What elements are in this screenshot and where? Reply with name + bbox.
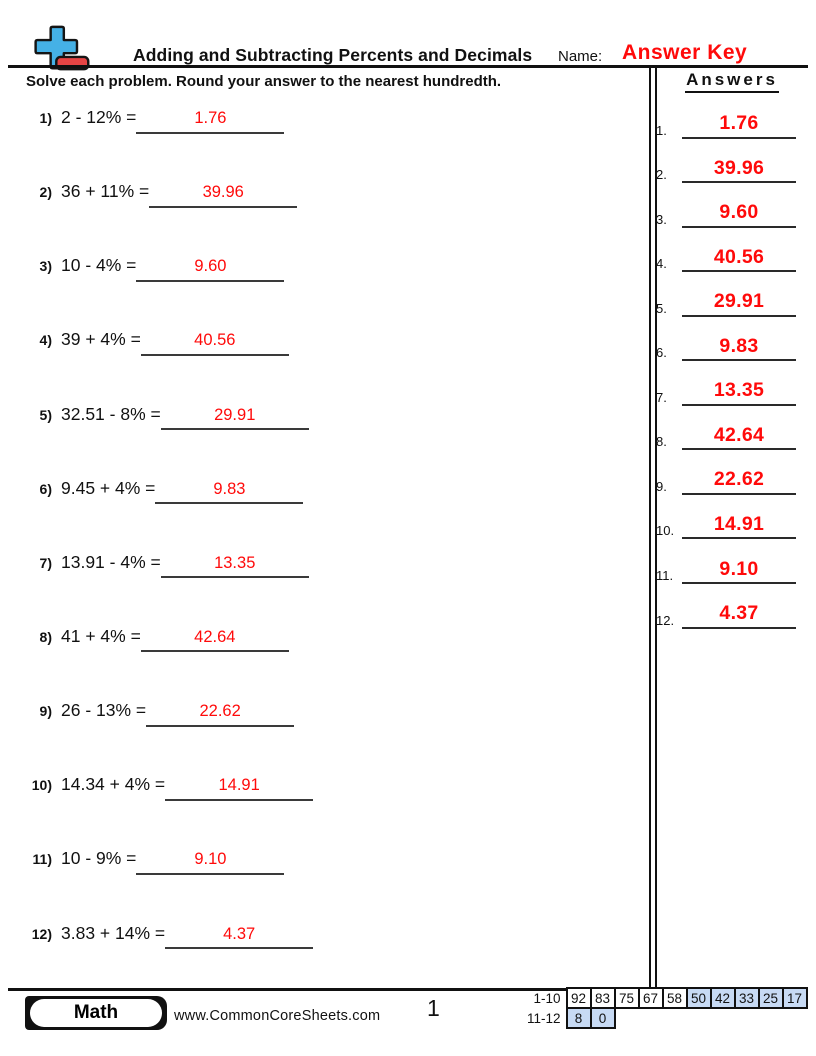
problem-row (22, 923, 452, 997)
problem-answer: 40.56 (141, 332, 289, 356)
subject-badge (25, 996, 167, 1030)
answer-row (656, 361, 808, 406)
answer-key-label: Answer Key (622, 41, 748, 64)
problem-answer: 39.96 (149, 184, 297, 208)
answer-number: 11. (656, 568, 674, 584)
problem-expression: 10 - 4% = (61, 255, 137, 276)
problem-answer: 4.37 (165, 926, 313, 950)
problem-expression: 36 + 11% = (61, 181, 150, 202)
problem-row (22, 774, 452, 848)
problem-row (22, 329, 452, 403)
answer-number: 2. (656, 167, 667, 183)
problem-number: 3) (39, 258, 52, 275)
page-number: 1 (427, 995, 440, 1021)
problem-expression: 39 + 4% = (61, 329, 141, 350)
score-cell: 42 (711, 988, 735, 1008)
answer-number: 1. (656, 122, 667, 138)
problem-number: 10) (31, 777, 52, 794)
problem-number: 9) (39, 703, 52, 720)
subject-badge-label: Math (30, 999, 162, 1027)
problem-row (22, 107, 452, 181)
problem-row (22, 626, 452, 700)
score-cell: 25 (759, 988, 783, 1008)
answer-row (656, 495, 808, 540)
problem-row (22, 404, 452, 478)
answer-value: 39.96 (682, 159, 796, 184)
problem-answer: 9.10 (136, 851, 284, 875)
answer-value: 14.91 (682, 515, 796, 540)
problem-answer: 9.83 (155, 481, 303, 505)
answer-row (656, 584, 808, 629)
score-cell: 33 (735, 988, 759, 1008)
answer-value: 4.37 (682, 604, 796, 629)
answer-value: 9.60 (682, 203, 796, 228)
problem-row (22, 255, 452, 329)
page-title: Adding and Subtracting Percents and Decimals (133, 45, 533, 65)
problem-answer: 22.62 (146, 703, 294, 727)
website-url: www.CommonCoreSheets.com (174, 1008, 381, 1024)
answer-number: 5. (656, 300, 667, 316)
problem-expression: 14.34 + 4% = (61, 774, 166, 795)
problem-number: 8) (39, 628, 52, 645)
answer-row (656, 228, 808, 273)
problem-row (22, 848, 452, 922)
answer-number: 3. (656, 211, 667, 227)
answer-value: 13.35 (682, 381, 796, 406)
answer-number: 8. (656, 434, 667, 450)
answer-value: 29.91 (682, 292, 796, 317)
score-cell: 0 (591, 1008, 615, 1028)
answer-number: 6. (656, 345, 667, 361)
answers-panel (656, 70, 808, 629)
answer-value: 9.10 (682, 560, 796, 585)
problem-number: 6) (39, 480, 52, 497)
problem-expression: 3.83 + 14% = (61, 922, 166, 943)
problem-expression: 26 - 13% = (61, 700, 147, 721)
answer-row (656, 139, 808, 184)
answer-number: 7. (656, 389, 667, 405)
problem-answer: 13.35 (161, 555, 309, 579)
problem-row (22, 700, 452, 774)
instruction-text: Solve each problem. Round your answer to the nearest hundredth. (26, 73, 502, 90)
problem-expression: 13.91 - 4% = (61, 551, 161, 572)
answer-row (656, 272, 808, 317)
name-label: Name: (558, 48, 603, 65)
score-cell: 83 (591, 988, 615, 1008)
problem-answer: 9.60 (136, 258, 284, 282)
score-cell: 50 (687, 988, 711, 1008)
problem-number: 7) (39, 554, 52, 571)
problem-expression: 10 - 9% = (61, 848, 137, 869)
answer-number: 12. (656, 612, 675, 628)
problem-answer: 42.64 (141, 629, 289, 653)
score-table (527, 987, 808, 1029)
problem-number: 5) (39, 406, 52, 423)
problem-number: 1) (39, 110, 52, 126)
score-cell: 17 (783, 988, 807, 1008)
problem-number: 4) (39, 332, 52, 349)
problem-row (22, 552, 452, 626)
answer-row (656, 406, 808, 451)
problem-answer: 29.91 (161, 407, 309, 431)
problem-number: 12) (31, 925, 52, 942)
answer-row (656, 450, 808, 495)
header-divider-line (8, 65, 808, 68)
answer-row (656, 539, 808, 584)
score-cell: 67 (639, 988, 663, 1008)
answer-value: 1.76 (682, 114, 796, 139)
answer-value: 9.83 (682, 337, 796, 362)
answers-panel-title: Answers (656, 70, 808, 94)
answer-number: 4. (656, 256, 667, 272)
score-cell: 75 (615, 988, 639, 1008)
answer-number: 9. (656, 478, 667, 494)
answer-number: 10. (656, 523, 675, 539)
score-row-label: 1-10 (533, 990, 561, 1006)
problems-list (22, 107, 452, 997)
score-row-label: 11-12 (527, 1010, 561, 1026)
score-cell: 58 (663, 988, 687, 1008)
answer-value: 42.64 (682, 426, 796, 451)
problem-expression: 41 + 4% = (61, 625, 141, 646)
problem-number: 2) (39, 184, 52, 201)
answer-row (656, 94, 808, 139)
problem-answer: 1.76 (136, 110, 284, 134)
answer-value: 40.56 (682, 248, 796, 273)
score-cell: 8 (567, 1008, 591, 1028)
problem-expression: 9.45 + 4% = (61, 477, 156, 498)
answer-row (656, 317, 808, 362)
problem-expression: 32.51 - 8% = (61, 403, 161, 424)
problem-expression: 2 - 12% = (61, 107, 137, 127)
answer-value: 22.62 (682, 470, 796, 495)
problem-answer: 14.91 (165, 777, 313, 801)
problem-row (22, 478, 452, 552)
score-table-row (527, 988, 807, 1008)
score-table-row (527, 1008, 807, 1028)
problem-number: 11) (32, 851, 52, 868)
problem-row (22, 181, 452, 255)
score-cell: 92 (567, 988, 591, 1008)
answer-row (656, 183, 808, 228)
